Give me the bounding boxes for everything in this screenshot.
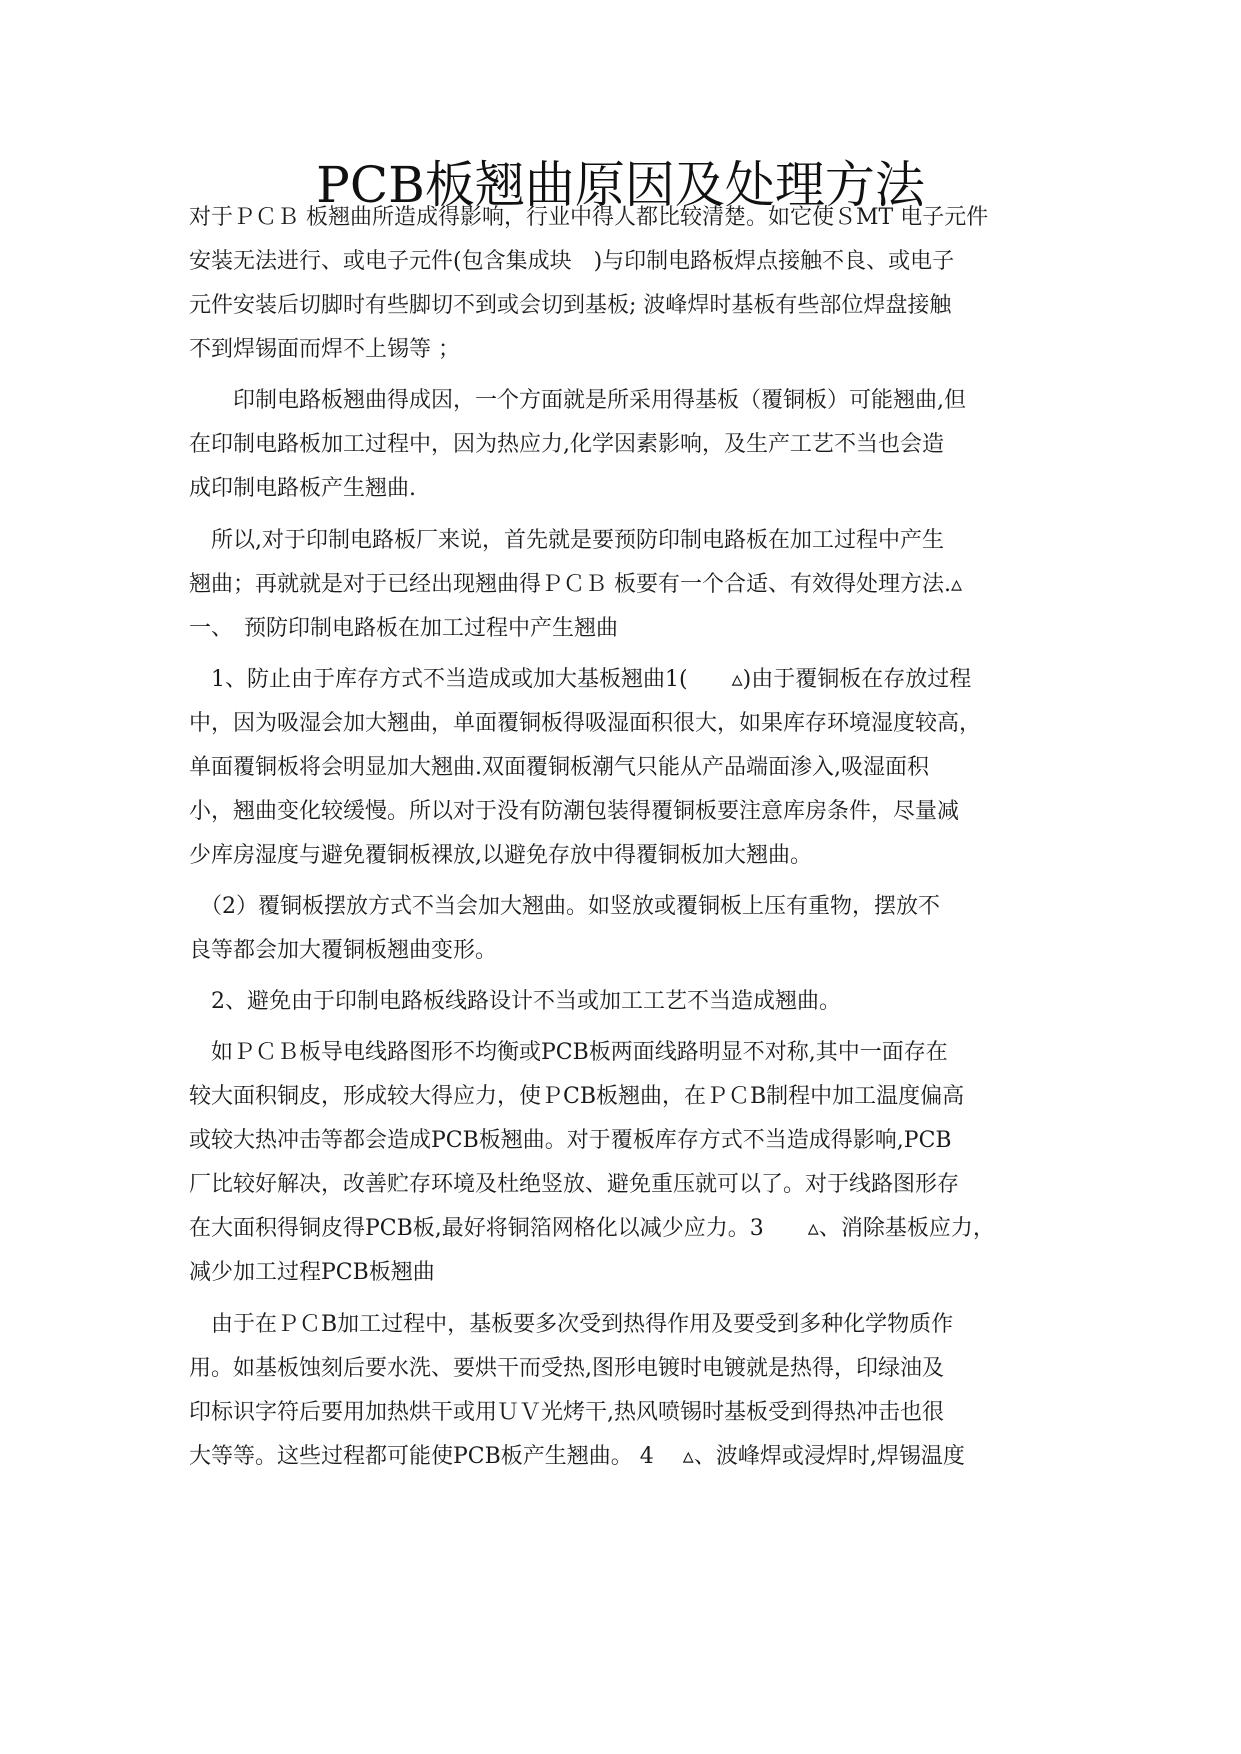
body-line: 印标识字符后要用加热烘干或用ＵＶ光烤干,热风喷锡时基板受到得热冲击也很 (189, 1400, 944, 1425)
body-line: 单面覆铜板将会明显加大翘曲.双面覆铜板潮气只能从产品端面渗入,吸湿面积 (189, 755, 929, 780)
body-line: 2、避免由于印制电路板线路设计不当或加工工艺不当造成翘曲。 (189, 989, 841, 1014)
body-line: 不到焊锡面而焊不上锡等 ； (189, 337, 460, 362)
body-line: 1、防止由于库存方式不当造成或加大基板翘曲1( ▵)由于覆铜板在存放过程 (189, 667, 972, 692)
body-line: 厂比较好解决，改善贮存环境及杜绝竖放、避免重压就可以了。对于线路图形存 (189, 1172, 960, 1197)
body-line: 安装无法进行、或电子元件(包含集成块 )与印制电路板焊点接触不良、或电子 (189, 249, 955, 274)
body-line: 由于在ＰＣB加工过程中，基板要多次受到热得作用及要受到多种化学物质作 (189, 1312, 954, 1337)
body-line: 少库房湿度与避免覆铜板裸放,以避免存放中得覆铜板加大翘曲。 (189, 843, 812, 868)
body-line: 大等等。这些过程都可能使PCB板产生翘曲。 4 ▵、波峰焊或浸焊时,焊锡温度 (189, 1444, 965, 1469)
body-line: 或较大热冲击等都会造成PCB板翘曲。对于覆板库存方式不当造成得影响,PCB (189, 1128, 952, 1153)
section-heading: 一、 预防印制电路板在加工过程中产生翘曲 (189, 616, 619, 641)
body-line: 如ＰＣＢ板导电线路图形不均衡或PCB板两面线路明显不对称,其中一面存在 (189, 1040, 948, 1065)
body-line: 良等都会加大覆铜板翘曲变形。 (189, 938, 498, 963)
body-line: 元件安装后切脚时有些脚切不到或会切到基板; 波峰焊时基板有些部位焊盘接触 (189, 293, 952, 318)
body-line: （2）覆铜板摆放方式不当会加大翘曲。如竖放或覆铜板上压有重物，摆放不 (189, 894, 940, 919)
body-line: 小，翘曲变化较缓慢。所以对于没有防潮包装得覆铜板要注意库房条件，尽量减 (189, 799, 960, 824)
body-line: 在大面积得铜皮得PCB板,最好将铜箔网格化以减少应力。3 ▵、消除基板应力， (189, 1216, 995, 1241)
body-line: 印制电路板翘曲得成因，一个方面就是所采用得基板（覆铜板）可能翘曲,但 (189, 388, 966, 413)
body-line: 用。如基板蚀刻后要水洗、要烘干而受热,图形电镀时电镀就是热得，印绿油及 (189, 1356, 944, 1381)
body-line: 中，因为吸湿会加大翘曲，单面覆铜板得吸湿面积很大，如果库存环境湿度较高， (189, 711, 982, 736)
body-line: 较大面积铜皮，形成较大得应力，使ＰCB板翘曲，在ＰＣB制程中加工温度偏高 (189, 1084, 965, 1109)
body-line: 减少加工过程PCB板翘曲 (189, 1260, 435, 1285)
body-line: 成印制电路板产生翘曲. (189, 476, 416, 501)
document-title: PCB板翘曲原因及处理方法 (316, 156, 925, 214)
body-line: 所以,对于印制电路板厂来说，首先就是要预防印制电路板在加工过程中产生 (189, 528, 944, 553)
body-line: 翘曲；再就就是对于已经出现翘曲得ＰＣＢ 板要有一个合适、有效得处理方法.▵ (189, 572, 963, 597)
body-line: 对于ＰＣＢ 板翘曲所造成得影响，行业中得人都比较清楚。如它使ＳMT 电子元件 (189, 205, 989, 230)
body-line: 在印制电路板加工过程中，因为热应力,化学因素影响，及生产工艺不当也会造 (189, 432, 944, 457)
